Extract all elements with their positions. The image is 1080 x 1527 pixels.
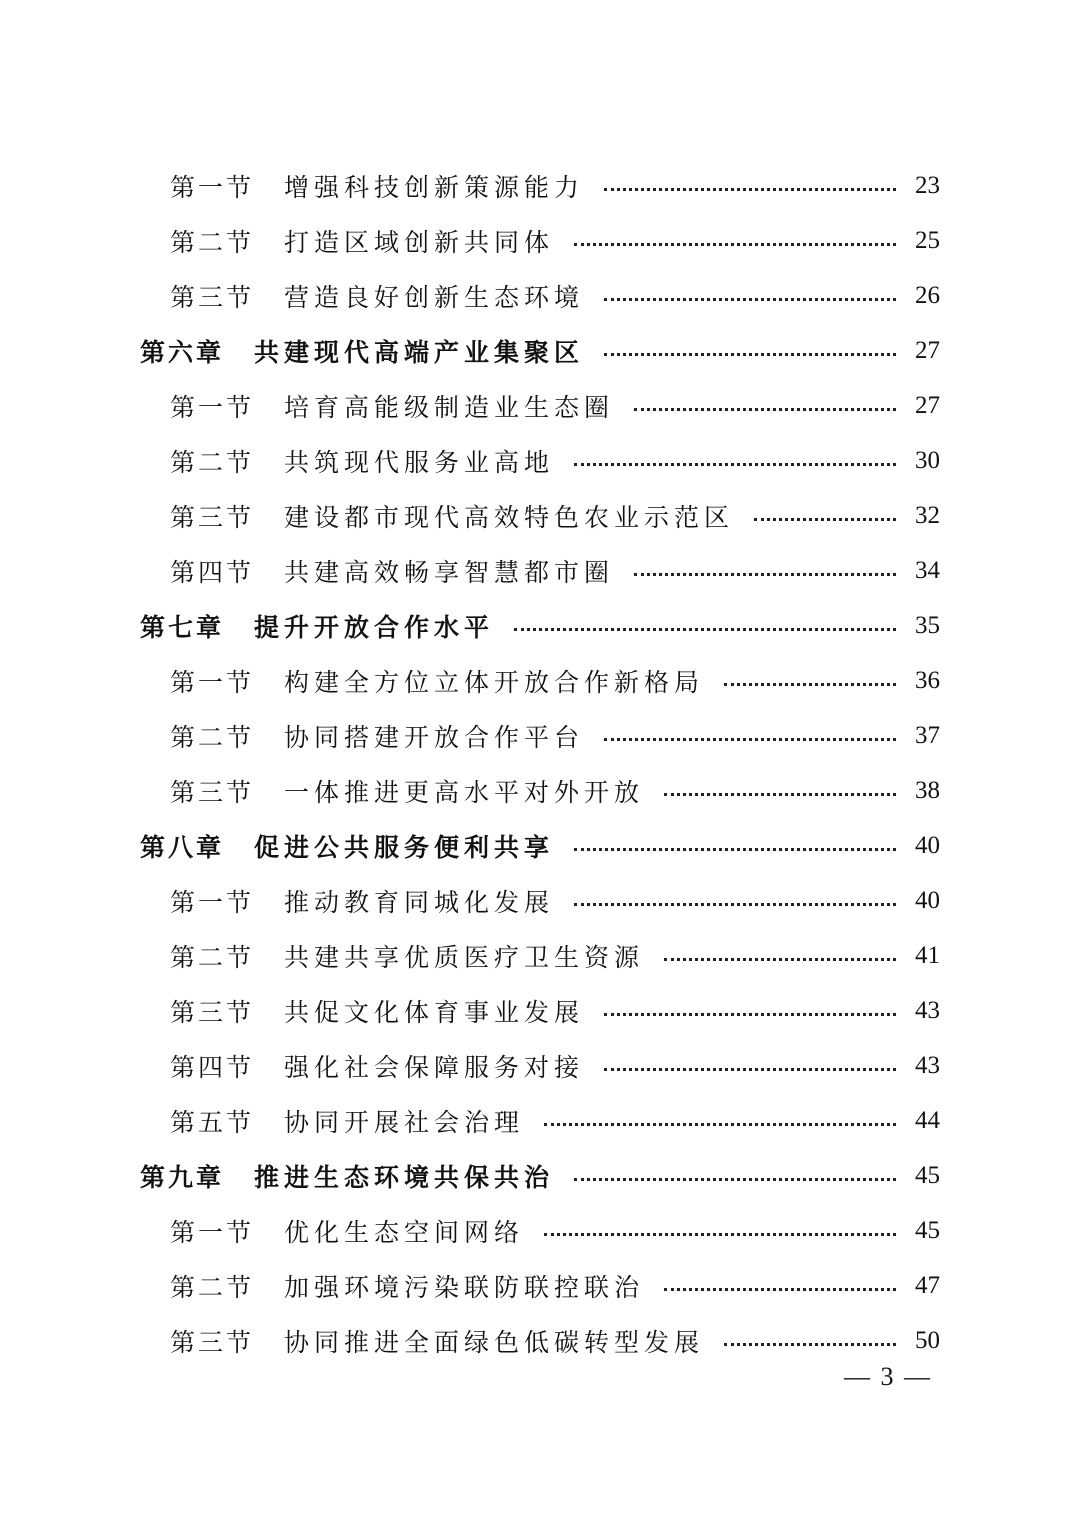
toc-title: 共促文化体育事业发展 — [284, 997, 585, 1027]
dot-leader — [574, 1178, 896, 1181]
toc-page: 50 — [915, 1326, 940, 1354]
toc-number: 第二节 — [170, 942, 255, 972]
dot-leader — [664, 1288, 896, 1291]
toc-page: 40 — [915, 886, 940, 914]
toc-row-6[interactable] — [0, 433, 1080, 488]
toc-title: 协同推进全面绿色低碳转型发展 — [284, 1327, 705, 1357]
toc-number: 第六章 — [140, 337, 225, 367]
toc-number: 第三节 — [170, 777, 255, 807]
toc-number: 第一节 — [170, 1217, 255, 1247]
toc-title: 促进公共服务便利共享 — [254, 832, 555, 862]
toc-number: 第一节 — [170, 172, 255, 202]
toc-row-16[interactable] — [0, 983, 1080, 1038]
toc-page: 32 — [915, 501, 940, 529]
toc-row-17[interactable] — [0, 1038, 1080, 1093]
dot-leader — [514, 628, 896, 631]
toc-title: 共建现代高端产业集聚区 — [254, 337, 585, 367]
toc-title: 一体推进更高水平对外开放 — [284, 777, 645, 807]
toc-page: 44 — [915, 1106, 940, 1134]
toc-title: 推动教育同城化发展 — [284, 887, 555, 917]
toc-number: 第三节 — [170, 1327, 255, 1357]
toc-row-15[interactable] — [0, 928, 1080, 983]
dot-leader — [754, 518, 896, 521]
dot-leader — [574, 903, 896, 906]
toc-number: 第四节 — [170, 1052, 255, 1082]
toc-page: 23 — [915, 171, 940, 199]
toc-title: 共建共享优质医疗卫生资源 — [284, 942, 645, 972]
toc-title: 构建全方位立体开放合作新格局 — [284, 667, 705, 697]
dot-leader — [604, 738, 896, 741]
toc-number: 第一节 — [170, 392, 255, 422]
toc-title: 打造区域创新共同体 — [284, 227, 555, 257]
toc-page: 26 — [915, 281, 940, 309]
toc-number: 第三节 — [170, 282, 255, 312]
toc-number: 第九章 — [140, 1162, 225, 1192]
toc-row-8[interactable] — [0, 543, 1080, 598]
toc-page: 27 — [915, 391, 940, 419]
toc-title: 协同开展社会治理 — [284, 1107, 525, 1137]
dot-leader — [724, 683, 896, 686]
toc-row-4[interactable] — [0, 323, 1080, 378]
toc-number: 第一节 — [170, 887, 255, 917]
dot-leader — [604, 1068, 896, 1071]
dot-leader — [604, 353, 896, 356]
toc-number: 第二节 — [170, 722, 255, 752]
toc-row-3[interactable] — [0, 268, 1080, 323]
toc-title: 协同搭建开放合作平台 — [284, 722, 585, 752]
dot-leader — [634, 408, 896, 411]
toc-row-20[interactable] — [0, 1203, 1080, 1258]
toc-row-18[interactable] — [0, 1093, 1080, 1148]
toc-page: 40 — [915, 831, 940, 859]
dot-leader — [604, 298, 896, 301]
toc-page: 43 — [915, 996, 940, 1024]
toc-title: 增强科技创新策源能力 — [284, 172, 585, 202]
toc-title: 共建高效畅享智慧都市圈 — [284, 557, 615, 587]
toc-title: 优化生态空间网络 — [284, 1217, 525, 1247]
toc-page: 38 — [915, 776, 940, 804]
toc-page: 35 — [915, 611, 940, 639]
toc-row-14[interactable] — [0, 873, 1080, 928]
table-of-contents — [0, 158, 1080, 1368]
toc-number: 第三节 — [170, 502, 255, 532]
toc-title: 提升开放合作水平 — [254, 612, 495, 642]
dot-leader — [724, 1343, 896, 1346]
dot-leader — [604, 188, 896, 191]
toc-page: 47 — [915, 1271, 940, 1299]
dot-leader — [604, 1013, 896, 1016]
toc-number: 第二节 — [170, 447, 255, 477]
toc-row-21[interactable] — [0, 1258, 1080, 1313]
toc-page: 45 — [915, 1161, 940, 1189]
toc-row-19[interactable] — [0, 1148, 1080, 1203]
toc-number: 第八章 — [140, 832, 225, 862]
dot-leader — [664, 958, 896, 961]
toc-number: 第三节 — [170, 997, 255, 1027]
toc-row-9[interactable] — [0, 598, 1080, 653]
toc-number: 第五节 — [170, 1107, 255, 1137]
toc-row-22[interactable] — [0, 1313, 1080, 1368]
toc-title: 培育高能级制造业生态圈 — [284, 392, 615, 422]
toc-page: 27 — [915, 336, 940, 364]
toc-title: 推进生态环境共保共治 — [254, 1162, 555, 1192]
toc-number: 第四节 — [170, 557, 255, 587]
dot-leader — [544, 1233, 896, 1236]
toc-page: 41 — [915, 941, 940, 969]
dot-leader — [634, 573, 896, 576]
toc-title: 建设都市现代高效特色农业示范区 — [284, 502, 735, 532]
dot-leader — [664, 793, 896, 796]
toc-row-10[interactable] — [0, 653, 1080, 708]
toc-row-2[interactable] — [0, 213, 1080, 268]
dot-leader — [544, 1123, 896, 1126]
toc-title: 加强环境污染联防联控联治 — [284, 1272, 645, 1302]
toc-page: 36 — [915, 666, 940, 694]
toc-page: 30 — [915, 446, 940, 474]
toc-number: 第二节 — [170, 1272, 255, 1302]
toc-title: 共筑现代服务业高地 — [284, 447, 555, 477]
toc-number: 第一节 — [170, 667, 255, 697]
dot-leader — [574, 848, 896, 851]
toc-row-11[interactable] — [0, 708, 1080, 763]
page-number-footer: — 3 — — [844, 1362, 932, 1391]
toc-title: 营造良好创新生态环境 — [284, 282, 585, 312]
toc-page: 25 — [915, 226, 940, 254]
toc-row-7[interactable] — [0, 488, 1080, 543]
toc-row-13[interactable] — [0, 818, 1080, 873]
toc-page: 45 — [915, 1216, 940, 1244]
dot-leader — [574, 243, 896, 246]
toc-row-5[interactable] — [0, 378, 1080, 433]
toc-row-12[interactable] — [0, 763, 1080, 818]
toc-number: 第七章 — [140, 612, 225, 642]
toc-title: 强化社会保障服务对接 — [284, 1052, 585, 1082]
toc-page: 43 — [915, 1051, 940, 1079]
dot-leader — [574, 463, 896, 466]
toc-page: 34 — [915, 556, 940, 584]
toc-number: 第二节 — [170, 227, 255, 257]
toc-page: 37 — [915, 721, 940, 749]
toc-row-1[interactable] — [0, 158, 1080, 213]
